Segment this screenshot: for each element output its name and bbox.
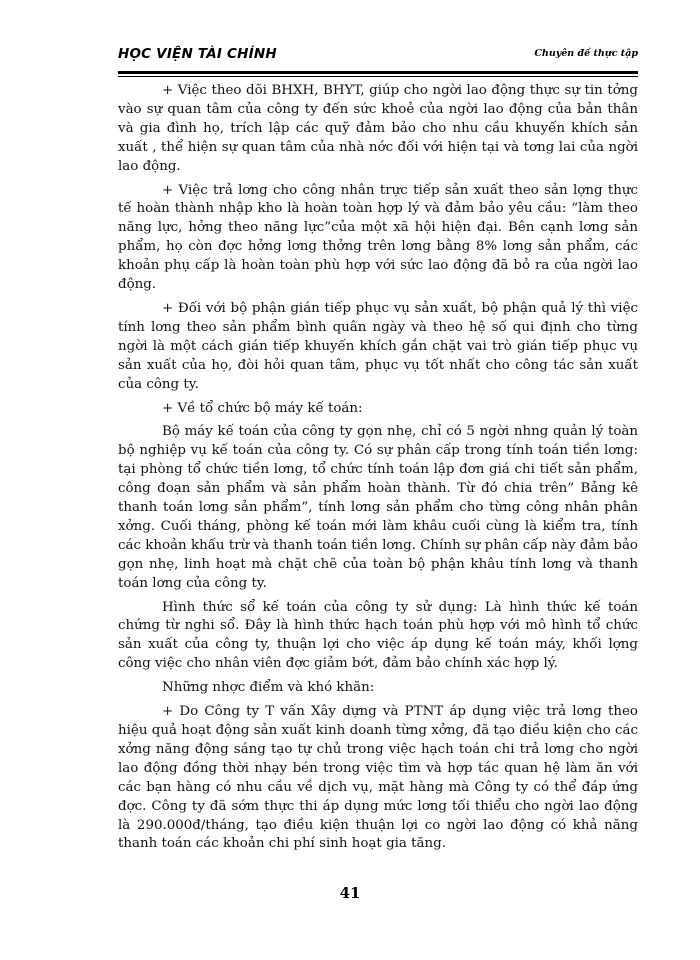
- header-institution: HỌC VIỆN TÀI CHÍNH: [118, 46, 277, 62]
- body-text: [118, 82, 638, 859]
- page-number: 41: [339, 884, 361, 902]
- paragraph-accounting-heading: + Về tổ chức bộ máy kế toán:: [162, 400, 363, 416]
- header-rule-thin: [118, 76, 638, 77]
- paragraph-indirect-wages: + Đối với bộ phận gián tiếp phục vụ sản xuất, bộ phận quả lý thì việc tính lơng theo sản phẩm bình quân ngày và theo hệ số qui định cho từng ngời là một cách gián tiếp khuyến khích gắn chặt vai trò gián tiếp phục vụ sản xuất của họ, đòi hỏi quan tâm, phục vụ tốt nhất cho công tác sản xuất của công ty.: [118, 300, 638, 392]
- paragraph-weaknesses-heading: Những nhợc điểm và khó khăn:: [162, 680, 375, 696]
- page-header: [118, 46, 638, 74]
- header-document-type: Chuyên đề thực tập: [534, 48, 638, 59]
- paragraph-bookkeeping-form: Hình thức sổ kế toán của công ty sử dụng: Là hình thức kế toán chứng từ nghi sổ. Đây là hình thức hạch toán phù hợp với mô hình tổ chức sản xuất của công ty, thuận lợi cho việc áp dụng kế toán máy, khối lợng công việc cho nhân viên đợc giảm bớt, đảm bảo chính xác hợp lý.: [118, 599, 638, 672]
- paragraph-accounting-structure: Bộ máy kế toán của công ty gọn nhẹ, chỉ có 5 ngời nhng quản lý toàn bộ nghiệp vụ kế toán của công ty. Có sự phân cấp trong tính toán tiền lơng: tại phòng tổ chức tiền lơng, tổ chức tính toán lập đơn giá chi tiết sản phẩm, công đoạn sản phẩm và sản phẩm hoàn thành. Từ đó chia trên” Bảng kê thanh toán lơng sản phẩm”, tính lơng sản phẩm cho từng công nhân phân xởng. Cuối tháng, phòng kế toán mới làm khâu cuối cùng là kiểm tra, tính các khoản khấu trừ và thanh toán tiền lơng. Chính sự phân cấp này đảm bảo gọn nhẹ, linh hoạt mà chặt chẽ của toàn bộ phận khâu tính lơng và thanh toán lơng của công ty.: [118, 424, 638, 591]
- paragraph-direct-wages: + Việc trả lơng cho công nhân trực tiếp sản xuất theo sản lợng thực tế hoàn thành nhập kho là hoàn toàn hợp lý và đảm bảo yêu cầu: “làm theo năng lực, hởng theo năng lực”của một xã hội hiện đại. Bên cạnh lơng sản phẩm, họ còn đợc hởng lơng thởng trên lơng bằng 8% lơng sản phẩm, các khoản phụ cấp là hoàn toàn phù hợp với sức lao động đã bỏ ra của ngời lao động.: [118, 182, 638, 293]
- paragraph-company-wages: + Do Công ty T vấn Xây dựng và PTNT áp dụng việc trả lơng theo hiệu quả hoạt động sản xuất kinh doanh từng xởng, đã tạo điều kiện cho các xởng năng động sáng tạo tự chủ trong việc hạch toán chi trả lơng cho ngời lao động đồng thời nhạy bén trong việc tìm và hợp tác quan hệ làm ăn với các bạn hàng có nhu cầu về dịch vụ, mặt hàng mà Công ty có thể đáp ứng đợc. Công ty đã sớm thực thi áp dụng mức lơng tối thiểu cho ngời lao động là 290.000đ/tháng, tạo điều kiện thuận lợi co ngời lao động có khả năng thanh toán các khoản chi phí sinh hoạt gia tăng.: [118, 704, 638, 852]
- paragraph-bhxh: + Việc theo dõi BHXH, BHYT, giúp cho ngời lao động thực sự tin tởng vào sự quan tâm của công ty đến sức khoẻ của ngời lao động của bản thân và gia đình họ, trích lập các quỹ đảm bảo cho nhu cầu khuyến khích sản xuất , thể hiện sự quan tâm của nhà nớc đối với hiện tại và tơng lai của ngời lao động.: [118, 83, 638, 174]
- header-rule-thick: [118, 71, 638, 74]
